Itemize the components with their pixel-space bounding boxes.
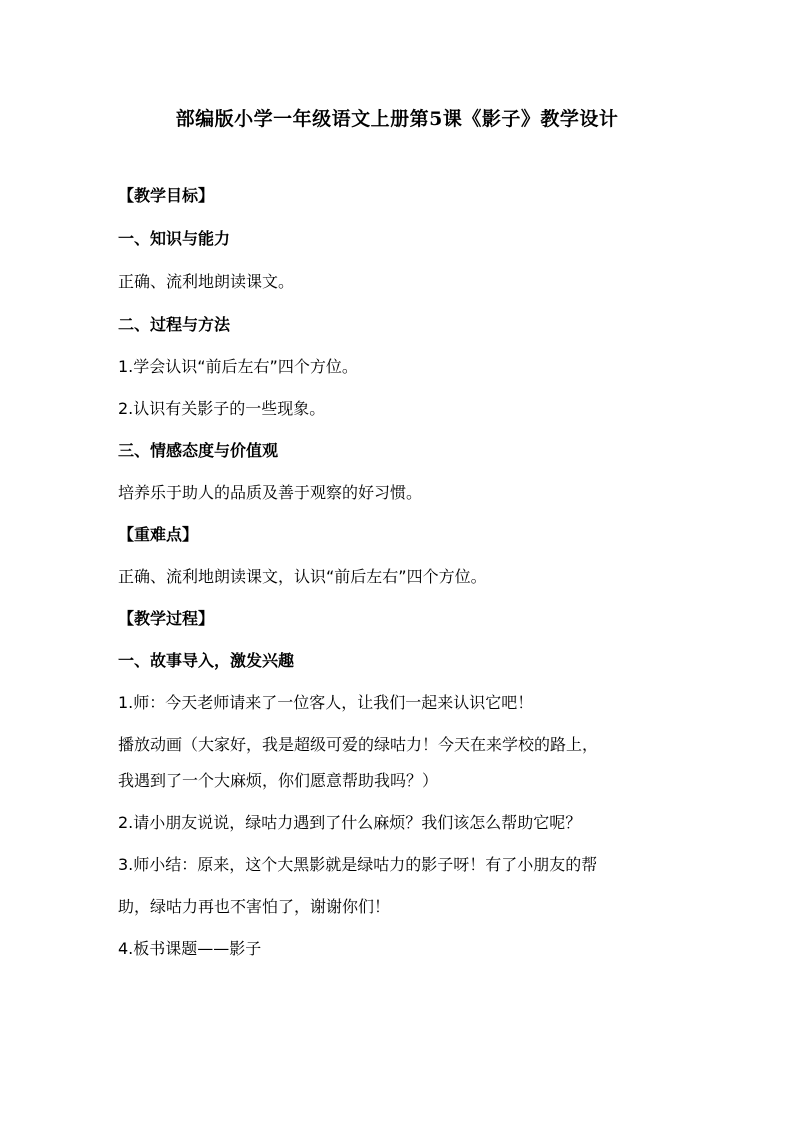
paragraph: 1.学会认识“前后左右”四个方位。 [118, 357, 358, 376]
paragraph: 2.认识有关影子的一些现象。 [118, 399, 326, 418]
paragraph: 2.请小朋友说说，绿咕力遇到了什么麻烦？我们该怎么帮助它呢？ [118, 813, 582, 832]
document-title: 部编版小学一年级语文上册第5课《影子》教学设计 [175, 108, 619, 130]
subheading-knowledge-ability: 一、知识与能力 [118, 229, 231, 248]
heading-teaching-process: 【教学过程】 [118, 609, 215, 628]
paragraph: 我遇到了一个大麻烦，你们愿意帮助我吗？） [118, 771, 439, 790]
paragraph: 培养乐于助人的品质及善于观察的好习惯。 [118, 483, 423, 502]
subheading-process-method: 二、过程与方法 [118, 315, 231, 334]
subheading-story-intro: 一、故事导入，激发兴趣 [118, 651, 295, 670]
paragraph: 助，绿咕力再也不害怕了，谢谢你们！ [118, 897, 391, 916]
subheading-emotion-values: 三、情感态度与价值观 [118, 441, 279, 460]
paragraph: 3.师小结：原来，这个大黑影就是绿咕力的影子呀！有了小朋友的帮 [118, 855, 598, 874]
heading-teaching-goals: 【教学目标】 [118, 186, 215, 205]
paragraph: 1.师：今天老师请来了一位客人，让我们一起来认识它吧！ [118, 693, 534, 712]
paragraph: 4.板书课题——影子 [118, 939, 262, 958]
paragraph: 正确、流利地朗读课文。 [118, 272, 295, 291]
paragraph: 正确、流利地朗读课文，认识“前后左右”四个方位。 [118, 567, 487, 586]
paragraph: 播放动画（大家好，我是超级可爱的绿咕力！今天在来学校的路上， [118, 735, 599, 754]
heading-key-difficulties: 【重难点】 [118, 525, 199, 544]
